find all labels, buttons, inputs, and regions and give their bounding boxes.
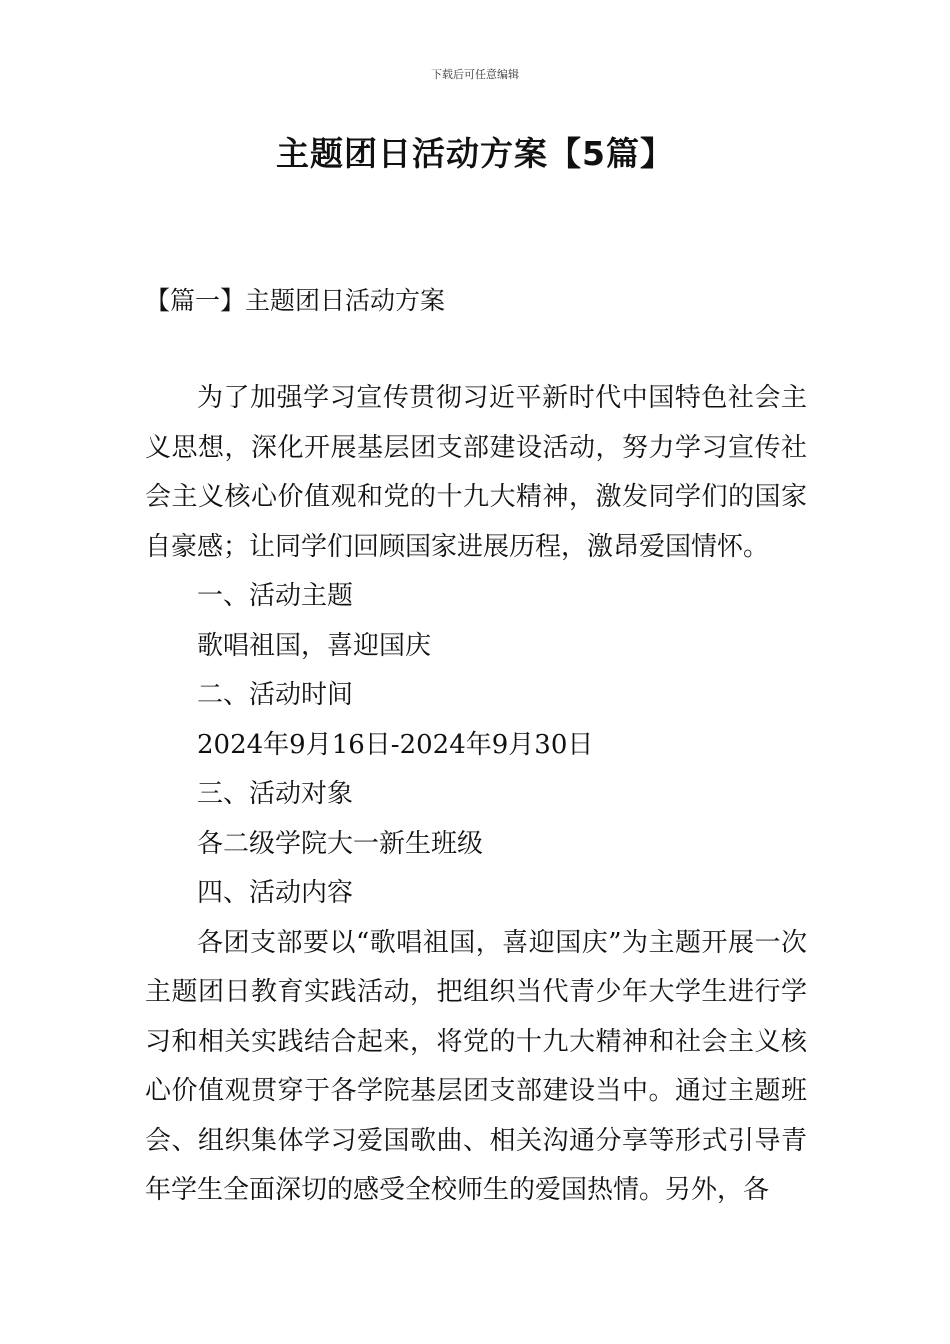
activity-content-text: 各团支部要以“歌唱祖国，喜迎国庆”为主题开展一次主题团日教育实践活动，把组织当代青少年大学生进行学习和相关实践结合起来，将党的十九大精神和社会主义核心价值观贯穿于各学院基层团支部建设当中。通过主题班会、组织集体学习爱国歌曲、相关沟通分享等形式引导青年学生全面深切的感受全校师生的爱国热情。另外，各 <box>145 927 807 1205</box>
heading-activity-content: 四、活动内容 <box>197 878 354 908</box>
header-note: 下载后可任意编辑 <box>431 68 519 81</box>
document-title: 主题团日活动方案【5篇】 <box>276 134 674 173</box>
section-heading: 【篇一】主题团日活动方案 <box>145 286 446 315</box>
activity-time-text: 2024年9月16日-2024年9月30日 <box>197 729 594 760</box>
activity-target-text: 各二级学院大一新生班级 <box>197 828 484 859</box>
heading-activity-target: 三、活动对象 <box>197 779 354 809</box>
document-body <box>145 374 807 1216</box>
intro-paragraph: 为了加强学习宣传贯彻习近平新时代中国特色社会主义思想，深化开展基层团支部建设活动，努力学习宣传社会主义核心价值观和党的十九大精神，激发同学们的国家自豪感；让同学们回顾国家进展历程，激昂爱国情怀。 <box>145 383 807 562</box>
heading-activity-theme: 一、活动主题 <box>197 581 354 611</box>
activity-theme-text: 歌唱祖国，喜迎国庆 <box>197 630 432 661</box>
heading-activity-time: 二、活动时间 <box>197 680 354 710</box>
